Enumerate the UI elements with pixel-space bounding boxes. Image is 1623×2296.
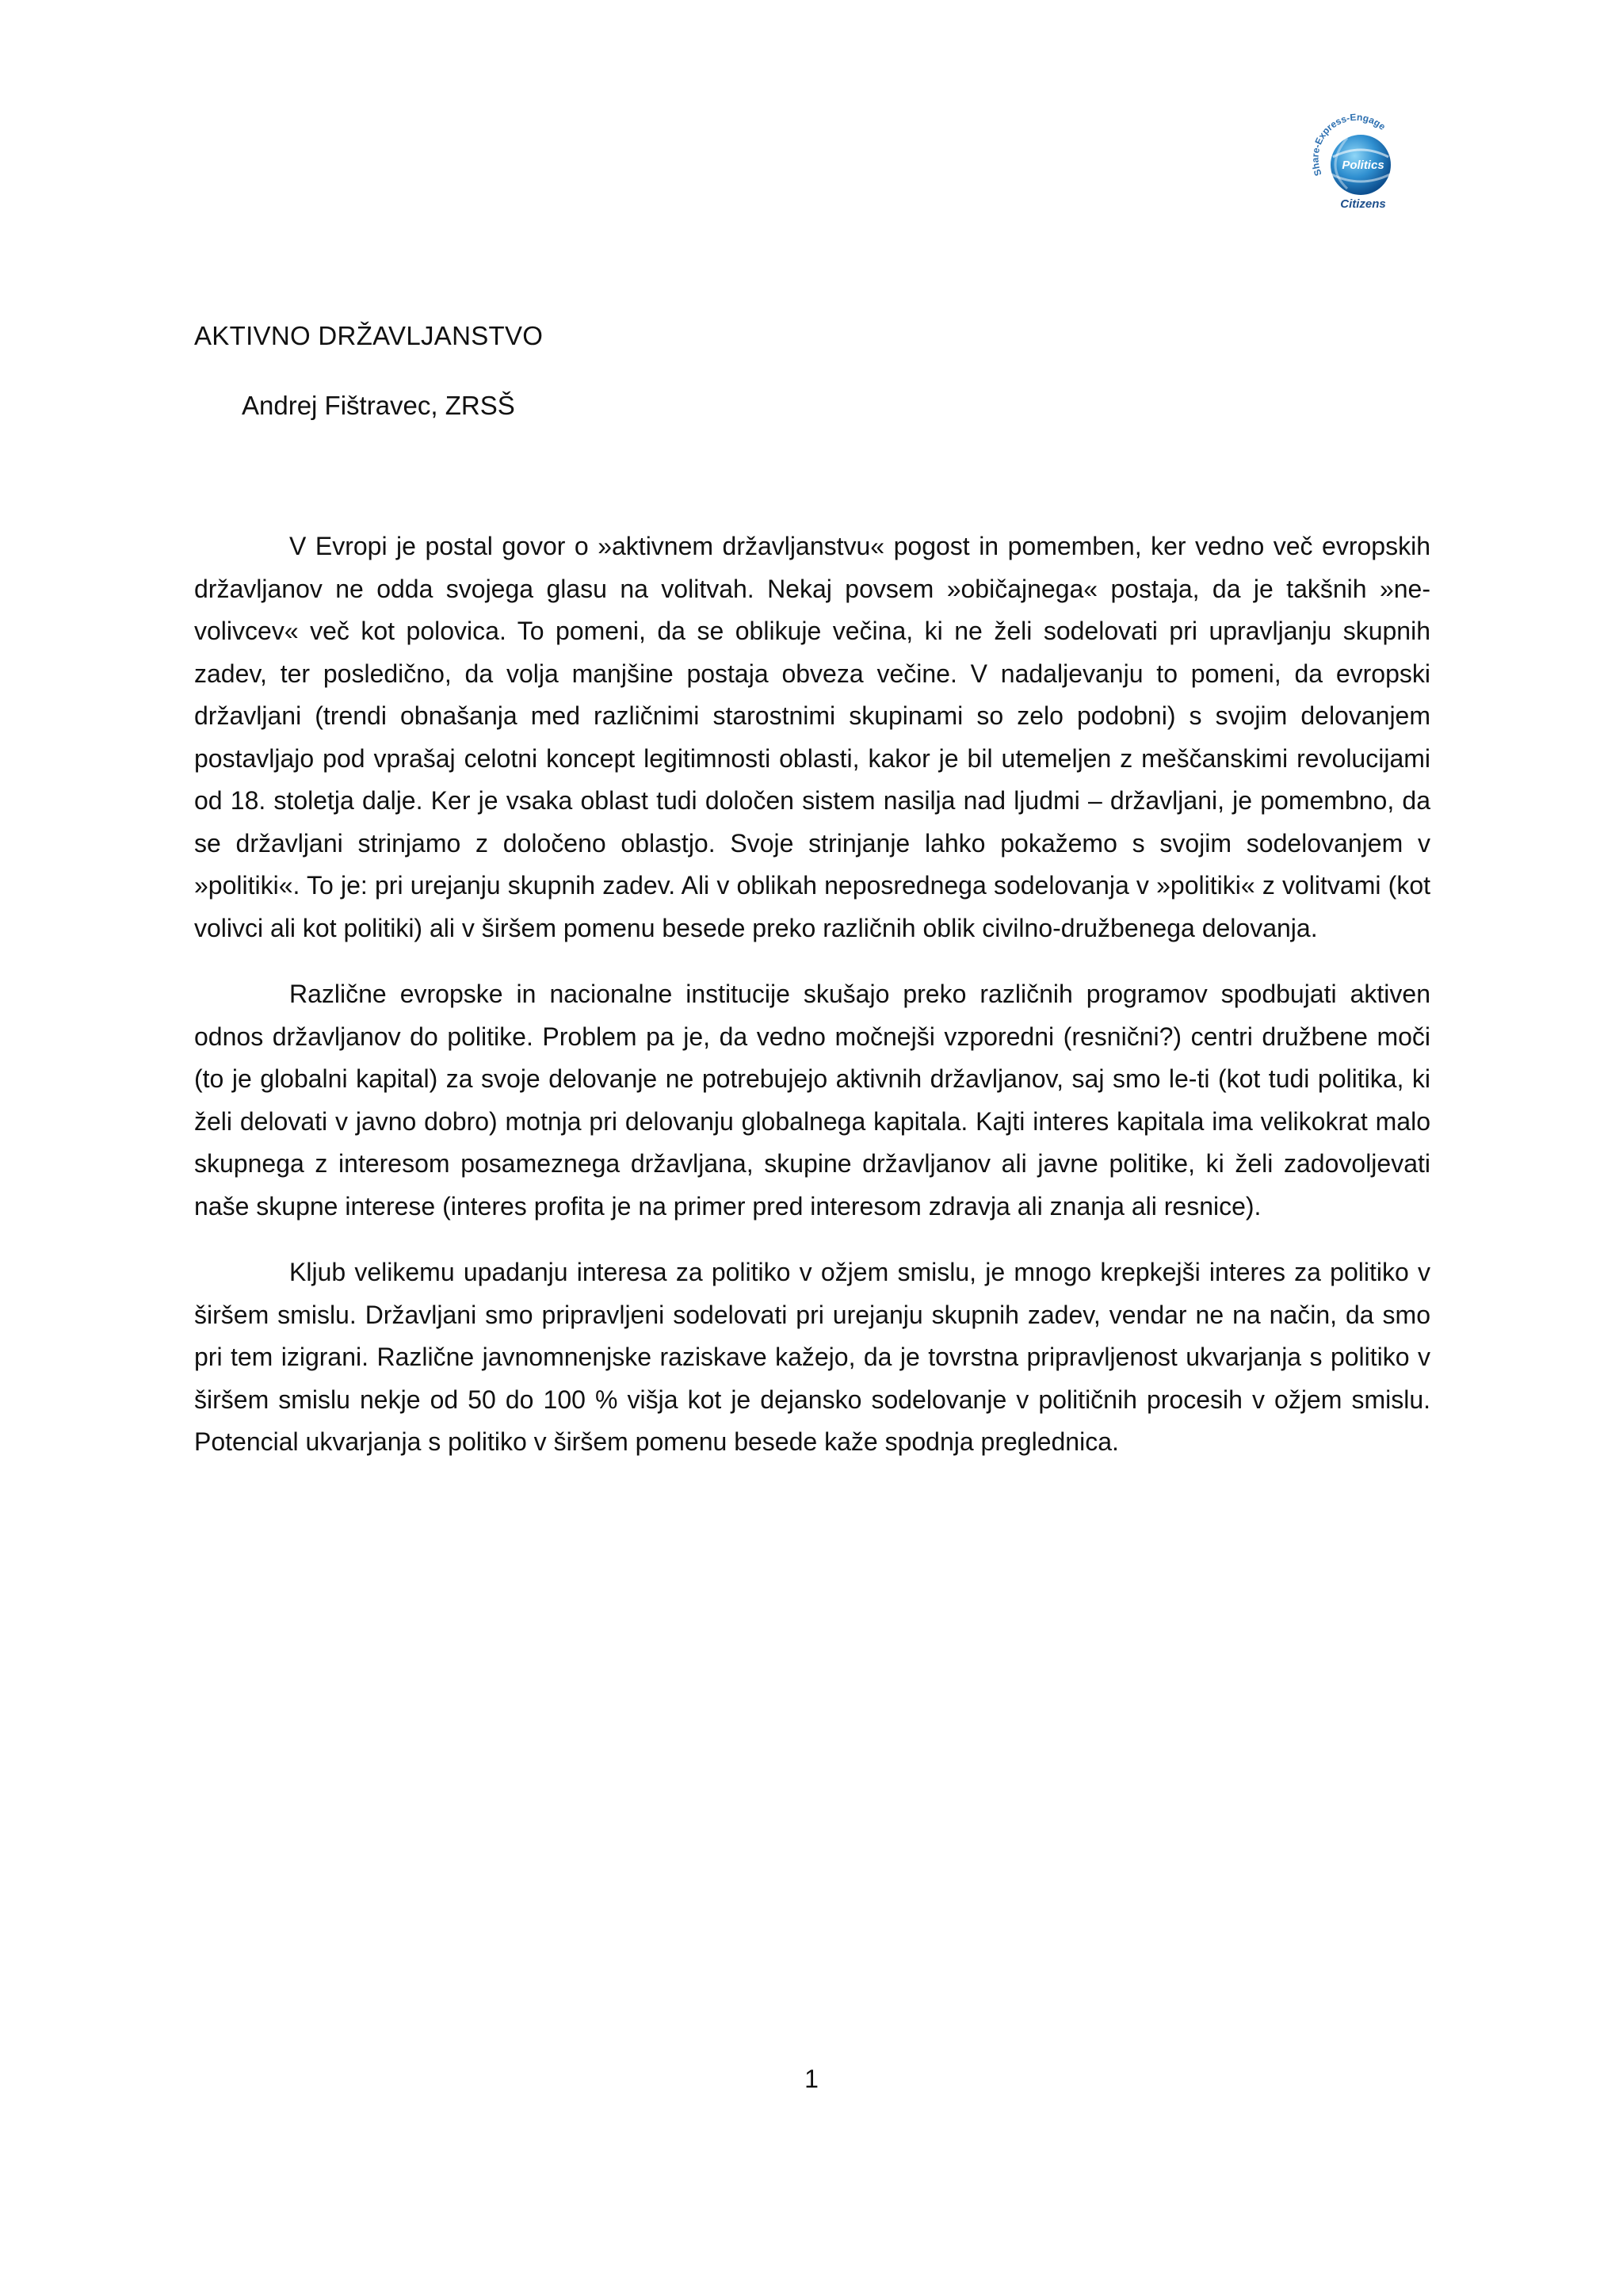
globe-logo-icon xyxy=(1300,111,1419,214)
paragraph-1: V Evropi je postal govor o »aktivnem državljanstvu« pogost in pomemben, ker vedno več evropskih državljanov ne odda svojega glasu na volitvah. Nekaj povsem »običajnega« postaja, da je takšnih »ne-volivcev« več kot polovica. To pomeni, da se oblikuje večina, ki ne želi sodelovati pri upravljanju skupnih zadev, ter posledično, da volja manjšine postaja obveza večine. V nadaljevanju to pomeni, da evropski državljani (trendi obnašanja med različnimi starostnimi skupinami so zelo podobni) s svojim delovanjem postavljajo pod vprašaj celotni koncept legitimnosti oblasti, kakor je bil utemeljen z meščanskimi revolucijami od 18. stoletja dalje. Ker je vsaka oblast tudi določen sistem nasilja nad ljudmi – državljani, je pomembno, da se državljani strinjamo z določeno oblastjo. Svoje strinjanje lahko pokažemo s svojim sodelovanjem v »politiki«. To je: pri urejanju skupnih zadev. Ali v oblikah neposrednega sodelovanja v »politiki« z volitvami (kot volivci ali kot politiki) ali v širšem pomenu besede preko različnih oblik civilno-družbenega delovanja. xyxy=(194,532,1430,942)
page-number: 1 xyxy=(804,2065,819,2093)
logo-center-text: Politics xyxy=(1342,159,1384,172)
paragraph-2: Različne evropske in nacionalne institucije skušajo preko različnih programov spodbujati aktiven odnos državljanov do politike. Problem pa je, da vedno močnejši vzporedni (resnični?) centri družbene moči (to je globalni kapital) za svoje delovanje ne potrebujejo aktivnih državljanov, saj smo le-ti (kot tudi politika, ki želi delovati v javno dobro) motnja pri delovanju globalnega kapitala. Kajti interes kapitala ima velikokrat malo skupnega z interesom posameznega državljana, skupine državljanov ali javne politike, ki želi zadovoljevati naše skupne interese (interes profita je na primer pred interesom zdravja ali znanja ali resnice). xyxy=(194,980,1430,1221)
logo-ring-text: Share-Express-Engage xyxy=(1309,111,1388,178)
paragraph-3: Kljub velikemu upadanju interesa za politiko v ožjem smislu, je mnogo krepkejši interes za politiko v širšem smislu. Državljani smo pripravljeni sodelovati pri urejanju skupnih zadev, vendar ne na način, da smo pri tem izigrani. Različne javnomnenjske raziskave kažejo, da je tovrstna pripravljenost ukvarjanja s politiko v širšem smislu nekje od 50 do 100 % višja kot je dejansko sodelovanje v političnih procesih v ožjem smislu. Potencial ukvarjanja s politiko v širšem pomenu besede kaže spodnja preglednica. xyxy=(194,1258,1430,1456)
logo-bottom-text: Citizens xyxy=(1340,197,1386,211)
document-author: Andrej Fištravec, ZRSŠ xyxy=(242,391,515,420)
document-body xyxy=(194,525,1430,1488)
document-title: AKTIVNO DRŽAVLJANSTVO xyxy=(194,321,544,350)
politics-citizens-logo xyxy=(1300,111,1419,214)
